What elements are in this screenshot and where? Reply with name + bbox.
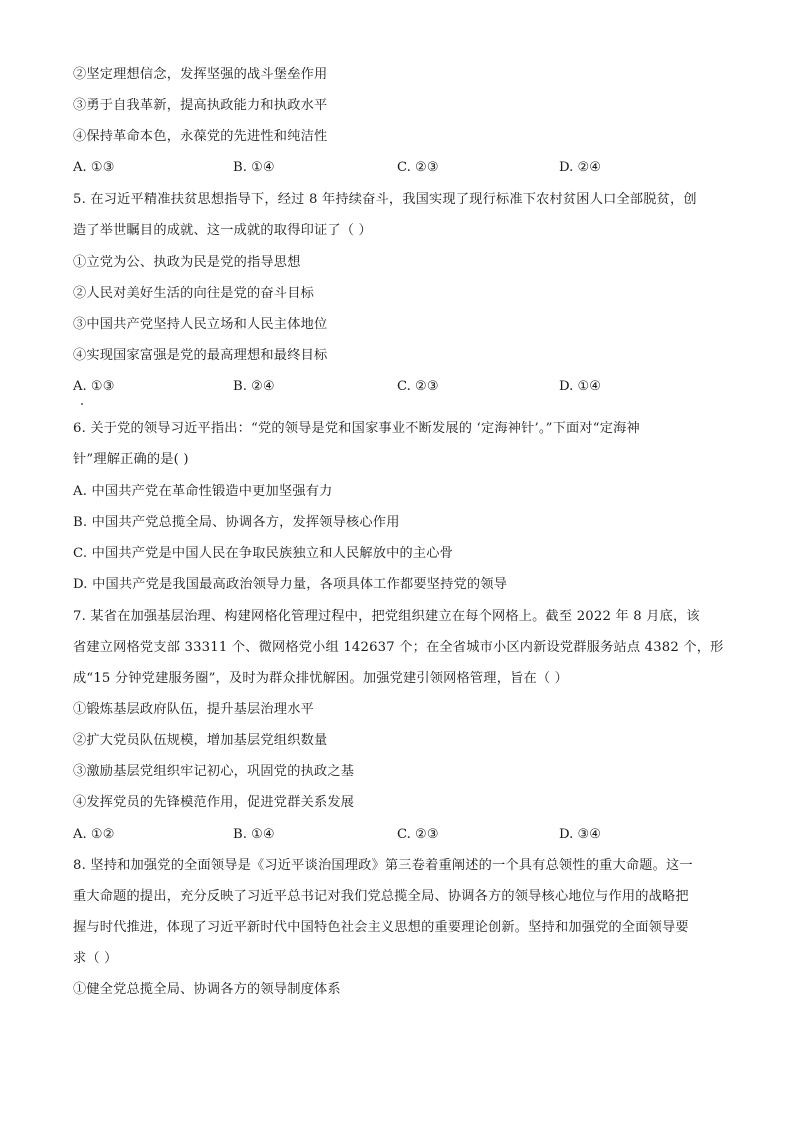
q7-item-1: ①锻炼基层政府队伍，提升基层治理水平 <box>73 702 314 717</box>
q8-item-1: ①健全党总揽全局、协调各方的领导制度体系 <box>73 982 341 997</box>
q5-option-d: D. ①④ <box>559 379 602 394</box>
q6-option-a: A. 中国共产党在革命性锻造中更加坚强有力 <box>73 484 333 499</box>
q6-option-d: D. 中国共产党是我国最高政治领导力量，各项具体工作都要坚持党的领导 <box>73 577 508 592</box>
q8-stem-line-4: 求（ ） <box>73 951 118 966</box>
q5-option-b: B. ②④ <box>233 379 275 394</box>
q4-item-3: ③勇于自我革新，提高执政能力和执政水平 <box>73 98 328 113</box>
q7-stem-line-3: 成“15 分钟党建服务圈”，及时为群众排忧解困。加强党建引领网格管理，旨在（ ） <box>73 671 569 686</box>
q6-stem-line-1: 6. 关于党的领导习近平指出：“党的领导是党和国家事业不断发展的 ‘定海神针’。”下面对“定海神 <box>73 421 640 436</box>
q5-option-c: C. ②③ <box>397 379 439 394</box>
q4-option-c: C. ②③ <box>397 160 439 175</box>
q7-option-d: D. ③④ <box>559 827 602 842</box>
q5-item-2: ②人民对美好生活的向往是党的奋斗目标 <box>73 286 314 301</box>
q6-option-c: C. 中国共产党是中国人民在争取民族独立和人民解放中的主心骨 <box>73 546 454 561</box>
q5-options <box>73 377 733 397</box>
q6-stem-line-2: 针”理解正确的是( ) <box>73 452 189 467</box>
q7-option-c: C. ②③ <box>397 827 439 842</box>
q8-stem-line-1: 8. 坚持和加强党的全面领导是《习近平谈治国理政》第三卷着重阐述的一个具有总领性的重大命题。这一 <box>73 858 693 873</box>
q4-options <box>73 158 733 178</box>
q5-option-a: A. ①③ <box>73 379 115 394</box>
q4-option-d: D. ②④ <box>559 160 602 175</box>
q8-stem-line-2: 重大命题的提出，充分反映了习近平总书记对我们党总揽全局、协调各方的领导核心地位与作用的战略把 <box>73 889 689 904</box>
q5-item-4: ④实现国家富强是党的最高理想和最终目标 <box>73 348 328 363</box>
q7-stem-line-2: 省建立网格党支部 33311 个、微网格党小组 142637 个；在全省城市小区内新设党群服务站点 4382 个，形 <box>73 640 724 655</box>
q7-item-2: ②扩大党员队伍规模，增加基层党组织数量 <box>73 733 328 748</box>
q4-option-b: B. ①④ <box>233 160 275 175</box>
q4-item-2: ②坚定理想信念，发挥坚强的战斗堡垒作用 <box>73 67 328 82</box>
q5-item-3: ③中国共产党坚持人民立场和人民主体地位 <box>73 317 328 332</box>
stray-mark <box>81 403 83 405</box>
q7-options <box>73 825 733 845</box>
q5-stem-line-2: 造了举世瞩目的成就、这一成就的取得印证了（ ） <box>73 223 372 238</box>
q7-item-4: ④发挥党员的先锋模范作用，促进党群关系发展 <box>73 795 355 810</box>
q6-option-b: B. 中国共产党总揽全局、协调各方，发挥领导核心作用 <box>73 515 400 530</box>
q8-stem-line-3: 握与时代推进，体现了习近平新时代中国特色社会主义思想的重要理论创新。坚持和加强党的全面领导要 <box>73 920 689 935</box>
q5-stem-line-1: 5. 在习近平精准扶贫思想指导下，经过 8 年持续奋斗，我国实现了现行标准下农村贫困人口全部脱贫，创 <box>73 192 697 207</box>
q4-option-a: A. ①③ <box>73 160 115 175</box>
q7-stem-line-1: 7. 某省在加强基层治理、构建网格化管理过程中，把党组织建立在每个网格上。截至 2022 年 8 月底，该 <box>73 609 700 624</box>
q7-option-b: B. ①④ <box>233 827 275 842</box>
q5-item-1: ①立党为公、执政为民是党的指导思想 <box>73 255 301 270</box>
q7-item-3: ③激励基层党组织牢记初心，巩固党的执政之基 <box>73 764 355 779</box>
q4-item-4: ④保持革命本色，永葆党的先进性和纯洁性 <box>73 129 328 144</box>
q7-option-a: A. ①② <box>73 827 115 842</box>
